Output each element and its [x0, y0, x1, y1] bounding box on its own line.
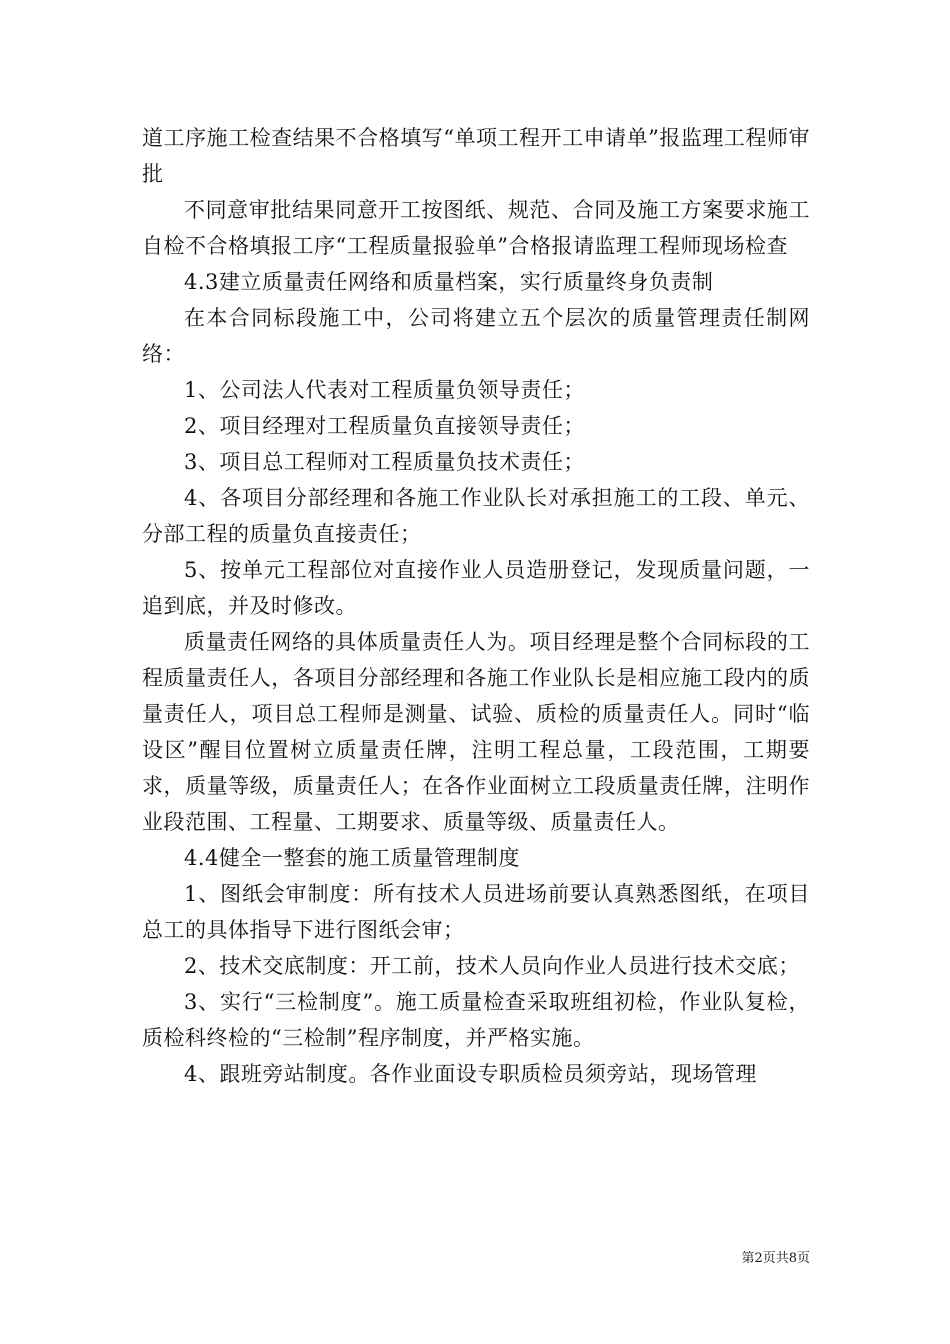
list-item: 1、公司法人代表对工程质量负领导责任； [184, 378, 585, 402]
paragraph: 在本合同标段施工中，公司将建立五个层次的质量管理责任制网络： [142, 306, 810, 366]
section-heading: 4.3建立质量责任网络和质量档案，实行质量终身负责制 [184, 270, 714, 294]
list-item: 1、图纸会审制度：所有技术人员进场前要认真熟悉图纸，在项目总工的具体指导下进行图纸会审； [142, 882, 810, 942]
list-item: 4、各项目分部经理和各施工作业队长对承担施工的工段、单元、分部工程的质量负直接责任； [142, 486, 810, 546]
list-item: 3、项目总工程师对工程质量负技术责任； [184, 450, 585, 474]
paragraph: 质量责任网络的具体质量责任人为。项目经理是整个合同标段的工程质量责任人，各项目分部经理和各施工作业队长是相应施工段内的质量责任人，项目总工程师是测量、试验、质检的质量责任人。同时“临设区”醒目位置树立质量责任牌，注明工程总量，工段范围，工期要求，质量等级，质量责任人；在各作业面树立工段质量责任牌，注明作业段范围、工程量、工期要求、质量等级、质量责任人。 [142, 630, 810, 834]
list-item: 5、按单元工程部位对直接作业人员造册登记，发现质量问题，一追到底，并及时修改。 [142, 558, 810, 618]
paragraph: 不同意审批结果同意开工按图纸、规范、合同及施工方案要求施工自检不合格填报工序“工程质量报验单”合格报请监理工程师现场检查 [142, 198, 810, 258]
section-heading: 4.4健全一整套的施工质量管理制度 [184, 846, 520, 870]
page-number: 第2页共8页 [741, 1251, 810, 1266]
list-item: 2、项目经理对工程质量负直接领导责任； [184, 414, 585, 438]
list-item: 2、技术交底制度：开工前，技术人员向作业人员进行技术交底； [184, 954, 800, 978]
list-item: 4、跟班旁站制度。各作业面设专职质检员须旁站，现场管理 [184, 1062, 757, 1086]
paragraph: 道工序施工检查结果不合格填写“单项工程开工申请单”报监理工程师审批 [142, 126, 810, 186]
document-body [142, 120, 810, 1092]
list-item: 3、实行“三检制度”。施工质量检查采取班组初检，作业队复检，质检科终检的“三检制”程序制度，并严格实施。 [142, 990, 810, 1050]
